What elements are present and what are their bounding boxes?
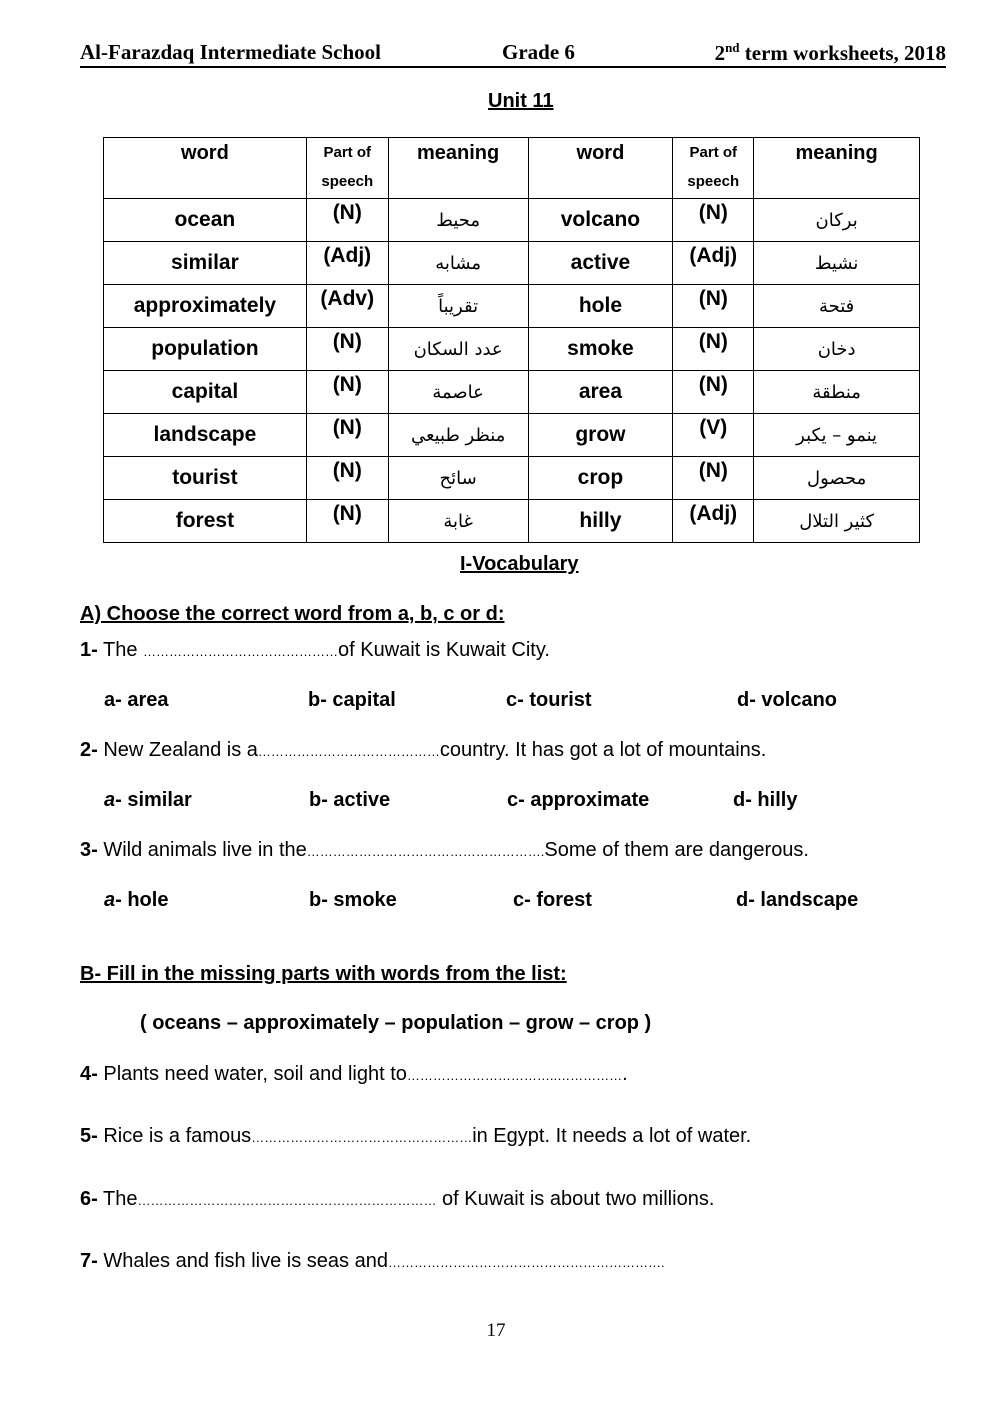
meaning-cell: ينمو – يكبر: [754, 414, 920, 457]
question-text: Plants need water, soil and light to: [97, 1063, 407, 1085]
option-a[interactable]: [104, 889, 168, 912]
option-b[interactable]: b- capital: [308, 689, 396, 711]
question-text: of Kuwait is Kuwait City.: [338, 639, 550, 661]
meaning-cell: محصول: [754, 457, 920, 500]
meaning-cell: محيط: [388, 199, 528, 242]
table-row: [104, 414, 920, 457]
pos-cell: (N): [673, 328, 754, 371]
pos-cell: (Adj): [673, 242, 754, 285]
answer-blank[interactable]: ……………………………………………………….: [387, 1255, 665, 1270]
pos-cell: (N): [673, 457, 754, 500]
question-text: of Kuwait is about two millions.: [436, 1188, 715, 1210]
option-d[interactable]: d- landscape: [736, 889, 859, 911]
answer-blank[interactable]: ………………………………………: [143, 644, 339, 659]
word-cell: grow: [528, 414, 673, 457]
meaning-cell: كثير التلال: [754, 500, 920, 543]
question-number: 5-: [80, 1125, 98, 1147]
question-4: [80, 1063, 628, 1086]
option-c[interactable]: c- approximate: [507, 789, 650, 811]
meaning-cell: دخان: [754, 328, 920, 371]
option-a[interactable]: [104, 789, 192, 812]
option-c[interactable]: c- forest: [513, 889, 592, 911]
option-text: - similar: [115, 789, 192, 811]
page-number: 17: [486, 1320, 506, 1341]
pos-cell: (Adj): [306, 242, 388, 285]
option-text: - hole: [115, 889, 169, 911]
table-row: [104, 242, 920, 285]
option-b[interactable]: b- active: [309, 789, 391, 811]
table-row: [104, 457, 920, 500]
word-cell: hilly: [528, 500, 673, 543]
answer-blank[interactable]: ……………………………………………….: [306, 844, 545, 859]
question-text: country. It has got a lot of mountains.: [439, 739, 767, 761]
table-row: [104, 328, 920, 371]
option-d[interactable]: d- volcano: [737, 689, 838, 711]
meaning-cell: غابة: [388, 500, 528, 543]
question-2: [80, 739, 766, 762]
word-cell: forest: [104, 500, 307, 543]
header-word: word: [104, 138, 307, 199]
table-header-row: [104, 138, 920, 199]
answer-blank[interactable]: ……………………………..……………: [406, 1068, 623, 1083]
option-b[interactable]: b- smoke: [309, 889, 397, 911]
question-number: 7-: [80, 1250, 98, 1272]
term-suffix: nd: [725, 40, 740, 55]
word-cell: similar: [104, 242, 307, 285]
question-3: [80, 839, 809, 862]
header-meaning: meaning: [388, 138, 528, 199]
question-number: 1-: [80, 639, 98, 661]
vocabulary-title: I-Vocabulary: [460, 553, 579, 575]
table-row: [104, 500, 920, 543]
question-number: 2-: [80, 739, 98, 761]
word-cell: tourist: [104, 457, 307, 500]
question-number: 4-: [80, 1063, 98, 1085]
question-6: [80, 1188, 714, 1211]
answer-blank[interactable]: ……………………………………: [257, 744, 440, 759]
header-part-of-speech: [673, 138, 754, 199]
pos-cell: (N): [673, 285, 754, 328]
word-cell: capital: [104, 371, 307, 414]
question-text: Some of them are dangerous.: [544, 839, 809, 861]
grade-label: Grade 6: [502, 40, 575, 64]
pos-cell: (N): [306, 371, 388, 414]
header-pos-line2: speech: [321, 173, 374, 190]
meaning-cell: عدد السكان: [388, 328, 528, 371]
meaning-cell: منطقة: [754, 371, 920, 414]
header-pos-line1: Part of: [323, 144, 372, 161]
table-row: [104, 285, 920, 328]
word-cell: crop: [528, 457, 673, 500]
question-text: The: [97, 639, 144, 661]
option-letter: a: [104, 889, 116, 911]
meaning-cell: بركان: [754, 199, 920, 242]
option-c[interactable]: c- tourist: [506, 689, 592, 711]
question-5: [80, 1125, 751, 1148]
pos-cell: (V): [673, 414, 754, 457]
word-cell: volcano: [528, 199, 673, 242]
word-cell: smoke: [528, 328, 673, 371]
pos-cell: (N): [306, 199, 388, 242]
term-text: term worksheets, 2018: [739, 41, 946, 65]
pos-cell: (N): [306, 500, 388, 543]
word-cell: approximately: [104, 285, 307, 328]
word-cell: ocean: [104, 199, 307, 242]
question-text: Wild animals live in the: [97, 839, 307, 861]
question-7: [80, 1250, 665, 1273]
option-d[interactable]: d- hilly: [733, 789, 798, 811]
question-number: 6-: [80, 1188, 98, 1210]
pos-cell: (N): [306, 414, 388, 457]
header-word: word: [528, 138, 673, 199]
section-b-title: B- Fill in the missing parts with words from the list:: [80, 963, 567, 985]
unit-title: Unit 11: [488, 90, 554, 112]
vocabulary-table: [103, 137, 920, 543]
table-row: [104, 371, 920, 414]
pos-cell: (Adj): [673, 500, 754, 543]
page-header: [80, 38, 946, 68]
pos-cell: (N): [673, 371, 754, 414]
pos-cell: (N): [306, 457, 388, 500]
pos-cell: (N): [306, 328, 388, 371]
answer-blank[interactable]: ……………………………………………: [251, 1130, 473, 1145]
meaning-cell: مشابه: [388, 242, 528, 285]
meaning-cell: نشيط: [754, 242, 920, 285]
pos-cell: (N): [673, 199, 754, 242]
header-pos-line1: Part of: [689, 144, 738, 161]
question-text: in Egypt. It needs a lot of water.: [472, 1125, 752, 1147]
word-cell: population: [104, 328, 307, 371]
meaning-cell: منظر طبيعي: [388, 414, 528, 457]
school-name: Al-Farazdaq Intermediate School: [80, 40, 381, 64]
meaning-cell: تقريباً: [388, 285, 528, 328]
header-pos-line2: speech: [687, 173, 740, 190]
word-cell: hole: [528, 285, 673, 328]
question-1: [80, 639, 550, 662]
term-number: 2: [714, 41, 726, 65]
word-cell: area: [528, 371, 673, 414]
answer-blank[interactable]: ……………………………………………………………: [137, 1193, 437, 1208]
word-cell: landscape: [104, 414, 307, 457]
term-label: [715, 40, 946, 66]
pos-cell: (Adv): [306, 285, 388, 328]
section-a-title: A) Choose the correct word from a, b, c or d:: [80, 603, 505, 625]
meaning-cell: فتحة: [754, 285, 920, 328]
option-a[interactable]: a- area: [104, 689, 169, 711]
header-part-of-speech: [306, 138, 388, 199]
word-cell: active: [528, 242, 673, 285]
meaning-cell: عاصمة: [388, 371, 528, 414]
table-row: [104, 199, 920, 242]
question-text: Rice is a famous: [97, 1125, 252, 1147]
meaning-cell: سائح: [388, 457, 528, 500]
question-text: .: [622, 1063, 628, 1085]
header-meaning: meaning: [754, 138, 920, 199]
question-text: The: [97, 1188, 138, 1210]
option-letter: a: [104, 789, 116, 811]
word-list: ( oceans – approximately – population – grow – crop ): [140, 1012, 652, 1034]
question-number: 3-: [80, 839, 98, 861]
question-text: Whales and fish live is seas and: [97, 1250, 388, 1272]
question-text: New Zealand is a: [97, 739, 258, 761]
